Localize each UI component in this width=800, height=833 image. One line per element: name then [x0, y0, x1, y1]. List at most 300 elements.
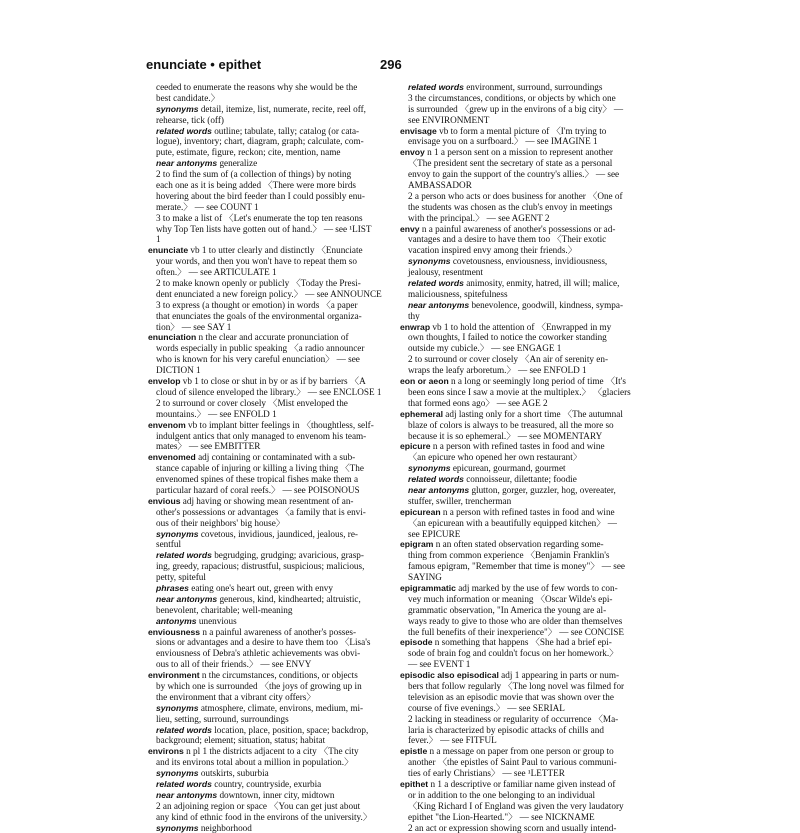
- line-text: ways ready to give to those who are older than themselves: [408, 615, 623, 626]
- line-text: merate.〉 — see COUNT 1: [156, 201, 259, 212]
- line-text: — see EVENT 1: [408, 659, 471, 670]
- entry-line: [400, 637, 634, 648]
- headword: enviousness: [148, 626, 201, 637]
- section-label: near antonyms: [156, 158, 218, 169]
- headword: envisage: [400, 125, 437, 136]
- text-line: [148, 104, 382, 115]
- text-line: [400, 169, 634, 180]
- line-text: particular hazard of coral reefs.〉 — see POISONOUS: [156, 484, 360, 495]
- section-label: near antonyms: [408, 484, 470, 495]
- line-text: n 1 a descriptive or familiar name given instead of: [428, 779, 616, 789]
- text-line: [148, 180, 382, 191]
- section-label: related words: [156, 779, 212, 789]
- text-line: [148, 191, 382, 202]
- text-line: [148, 158, 382, 169]
- entry-line: [400, 441, 634, 452]
- text-line: [400, 463, 634, 474]
- section-label: antonyms: [156, 615, 197, 626]
- line-text: 2 to make known openly or publicly 〈Today the Presi-: [156, 278, 361, 289]
- headword: envoy: [400, 147, 425, 158]
- line-text: 1: [156, 234, 161, 245]
- text-line: [148, 616, 382, 627]
- section-label: synonyms: [156, 822, 199, 833]
- line-text: petty, spiteful: [156, 572, 206, 583]
- line-text: other's possessions or advantages 〈a family that is envi-: [156, 506, 366, 517]
- text-line: [148, 126, 382, 137]
- text-line: [400, 823, 634, 833]
- text-line: [400, 594, 634, 605]
- line-text: another 〈the epistles of Saint Paul to various communi-: [408, 757, 617, 768]
- line-text: n pl 1 the districts adjacent to a city 〈The city: [183, 746, 359, 757]
- line-text: benevolence, goodwill, kindness, sympa-: [469, 299, 623, 310]
- text-line: [148, 474, 382, 485]
- headword: envious: [148, 495, 181, 506]
- text-line: [148, 594, 382, 605]
- text-line: [400, 387, 634, 398]
- text-line: [400, 245, 634, 256]
- text-line: [400, 278, 634, 289]
- text-line: [400, 714, 634, 725]
- text-line: [400, 659, 634, 670]
- line-text: wraps the leafy arboretum.〉 — see ENFOLD 1: [408, 365, 587, 376]
- text-line: [148, 115, 382, 126]
- text-line: [148, 93, 382, 104]
- text-line: [148, 659, 382, 670]
- line-text: vb 1 to close or shut in by or as if by barriers 〈A: [180, 376, 366, 387]
- line-text: the environment that a vibrant city offers〉: [156, 691, 316, 702]
- line-text: generalize: [217, 158, 258, 169]
- text-line: [400, 768, 634, 779]
- line-text: cloud of silence enveloped the library.〉 — see ENCLOSE 1: [156, 386, 382, 397]
- text-line: [400, 757, 634, 768]
- text-line: [148, 82, 382, 93]
- line-text: benevolent, charitable; well-meaning: [156, 604, 293, 615]
- line-text: blaze of colors is always to be treasured, all the more so: [408, 419, 614, 430]
- line-text: and its environs total about a million in population.〉: [156, 757, 354, 768]
- text-line: [148, 343, 382, 354]
- text-line: [148, 398, 382, 409]
- text-line: [148, 757, 382, 768]
- line-text: n a painful awareness of another's possessions or ad-: [419, 223, 616, 234]
- entry-line: [148, 496, 382, 507]
- line-text: n a person with refined tastes in food and wine: [440, 506, 615, 517]
- line-text: that enunciates the goals of the environmental organiza-: [156, 310, 362, 321]
- section-label: synonyms: [408, 463, 451, 474]
- text-line: [148, 637, 382, 648]
- text-line: [400, 790, 634, 801]
- line-text: ous of their neighbors' big house〉: [156, 517, 285, 528]
- line-text: with the principal.〉 — see AGENT 2: [408, 212, 550, 223]
- headword: envelop: [148, 376, 181, 387]
- entry-line: [148, 245, 382, 256]
- text-line: [148, 529, 382, 540]
- headword: epithet: [400, 779, 429, 789]
- text-line: [400, 725, 634, 736]
- line-text: n 1 a person sent on a mission to represent another: [424, 147, 613, 158]
- line-text: lieu, setting, surround, surroundings: [156, 713, 289, 724]
- headword: environs: [148, 746, 184, 757]
- text-line: [400, 703, 634, 714]
- entry-line: [400, 583, 634, 594]
- section-label: related words: [156, 724, 212, 735]
- entry-line: [148, 627, 382, 638]
- line-text: n a message on paper from one person or group to: [427, 746, 614, 757]
- line-text: ceeded to enumerate the reasons why she would be the: [156, 82, 358, 92]
- entry-line: [400, 376, 634, 387]
- entry-line: [400, 224, 634, 235]
- text-line: [400, 332, 634, 343]
- line-text: tion〉 — see SAY 1: [156, 321, 232, 332]
- line-text: best candidate.〉: [156, 92, 220, 103]
- running-head: enunciate • epithet: [146, 57, 262, 72]
- line-text: adj having or showing mean resentment of an-: [180, 495, 354, 506]
- text-line: [148, 703, 382, 714]
- entry-line: [400, 147, 634, 158]
- entry-line: [400, 746, 634, 757]
- text-line: [400, 420, 634, 431]
- line-text: that formed eons ago〉 — see AGE 2: [408, 397, 548, 408]
- text-line: [148, 550, 382, 561]
- text-line: [148, 648, 382, 659]
- line-text: stance capable of injuring or killing a living thing 〈The: [156, 463, 364, 474]
- text-line: [400, 311, 634, 322]
- section-label: near antonyms: [156, 593, 218, 604]
- line-text: 3 the circumstances, conditions, or objects by which one: [408, 92, 616, 103]
- text-line: [148, 507, 382, 518]
- line-text: envenomed spines of these tropical fishes make them a: [156, 474, 359, 485]
- text-line: [400, 289, 634, 300]
- line-text: any kind of ethnic food in the environs of the university.〉: [156, 811, 373, 822]
- headword: ephemeral: [400, 408, 443, 419]
- entry-line: [400, 507, 634, 518]
- line-text: the students was chosen as the club's envoy in meetings: [408, 201, 613, 212]
- line-text: DICTION 1: [156, 365, 201, 376]
- entry-line: [400, 409, 634, 420]
- text-line: [400, 234, 634, 245]
- headword: epigram: [400, 539, 434, 550]
- text-line: [148, 518, 382, 529]
- text-line: [148, 823, 382, 833]
- section-label: related words: [408, 278, 464, 289]
- line-text: fever.〉 — see FITFUL: [408, 735, 497, 746]
- line-text: hovering about the bird feeder than I could possibly enu-: [156, 190, 365, 201]
- line-text: unenvious: [196, 615, 237, 626]
- line-text: 3 to express (a thought or emotion) in words 〈a paper: [156, 299, 358, 310]
- text-line: [148, 441, 382, 452]
- line-text: sentful: [156, 539, 182, 550]
- text-line: [400, 518, 634, 529]
- line-text: see EPICURE: [408, 528, 461, 539]
- section-label: near antonyms: [156, 789, 218, 800]
- line-text: who is known for his very careful enunciation〉 — see: [156, 354, 360, 365]
- line-text: detail, itemize, list, numerate, recite, reel off,: [198, 103, 366, 114]
- text-line: [400, 180, 634, 191]
- text-line: [400, 93, 634, 104]
- text-line: [148, 485, 382, 496]
- line-text: mountains.〉 — see ENFOLD 1: [156, 408, 277, 419]
- entry-line: [400, 126, 634, 137]
- line-text: ous to all of their friends.〉 — see ENVY: [156, 659, 312, 670]
- entry-line: [400, 539, 634, 550]
- line-text: pute, estimate, figure, reckon; cite, mention, name: [156, 147, 341, 158]
- section-label: synonyms: [156, 768, 199, 779]
- right-column: [400, 82, 634, 833]
- line-text: downtown, inner city, midtown: [217, 789, 335, 800]
- line-text: 〈The president sent the secretary of state as a personal: [408, 158, 613, 169]
- text-line: [148, 256, 382, 267]
- line-text: SAYING: [408, 572, 442, 583]
- text-line: [400, 365, 634, 376]
- line-text: 〈an epicurean with a beautifully equipped kitchen〉 —: [408, 517, 617, 528]
- text-line: [400, 300, 634, 311]
- headword: eon or aeon: [400, 376, 449, 387]
- text-line: [148, 224, 382, 235]
- line-text: 2 to find the sum of (a collection of things) by noting: [156, 169, 352, 180]
- line-text: 2 a person who acts or does business for another 〈One of: [408, 190, 623, 201]
- line-text: by which one is surrounded 〈the joys of growing up in: [156, 680, 362, 691]
- text-line: [400, 267, 634, 278]
- line-text: generous, kind, kindhearted; altruistic,: [217, 593, 361, 604]
- text-line: [148, 768, 382, 779]
- text-line: [148, 812, 382, 823]
- text-line: [148, 234, 382, 245]
- text-line: [400, 115, 634, 126]
- text-line: [400, 681, 634, 692]
- text-line: [400, 158, 634, 169]
- line-text: bers that follow regularly 〈The long novel was filmed for: [408, 680, 625, 691]
- section-label: synonyms: [156, 702, 199, 713]
- headword: epicure: [400, 441, 431, 452]
- text-line: [148, 735, 382, 746]
- line-text: dent enunciated a new foreign policy.〉 — see ANNOUNCE: [156, 288, 382, 299]
- line-text: famous epigram, "Remember that time is money"〉 — see: [408, 561, 625, 572]
- text-line: [400, 191, 634, 202]
- section-label: synonyms: [156, 103, 199, 114]
- text-line: [400, 561, 634, 572]
- line-text: 2 to surround or cover closely 〈An air of serenity en-: [408, 354, 609, 365]
- text-line: [400, 627, 634, 638]
- line-text: the full benefits of their inexperience"〉 — see CONCISE: [408, 626, 625, 637]
- text-line: [400, 343, 634, 354]
- line-text: background; element; situation, status; habitat: [156, 735, 326, 746]
- line-text: envisage you on a surfboard.〉 — see IMAGINE 1: [408, 136, 598, 147]
- text-line: [400, 735, 634, 746]
- page-number: 296: [380, 57, 402, 72]
- line-text: begrudging, grudging; avaricious, grasp-: [211, 550, 364, 561]
- line-text: see ENVIRONMENT: [408, 114, 490, 125]
- text-line: [400, 605, 634, 616]
- section-label: near antonyms: [408, 299, 470, 310]
- line-text: vey much information or meaning 〈Oscar Wilde's epi-: [408, 593, 613, 604]
- line-text: or in addition to the one belonging to an individual: [408, 789, 596, 800]
- line-text: 2 an adjoining region or space 〈You can get just about: [156, 800, 361, 811]
- section-label: synonyms: [408, 256, 451, 267]
- text-line: [148, 169, 382, 180]
- text-line: [148, 714, 382, 725]
- entry-line: [148, 332, 382, 343]
- text-line: [148, 300, 382, 311]
- text-line: [148, 311, 382, 322]
- headword: epigrammatic: [400, 582, 456, 593]
- headword: epicurean: [400, 506, 441, 517]
- line-text: eating one's heart out, green with envy: [188, 582, 333, 593]
- line-text: epicurean, gourmand, gourmet: [450, 463, 566, 474]
- section-label: related words: [156, 125, 212, 136]
- text-line: [148, 725, 382, 736]
- headword: episode: [400, 637, 433, 648]
- line-text: 2 an act or expression showing scorn and usually intend-: [408, 822, 617, 833]
- line-text: n something that happens 〈She had a brief epi-: [432, 637, 612, 648]
- text-line: [148, 539, 382, 550]
- line-text: outside my cubicle.〉 — see ENGAGE 1: [408, 343, 562, 354]
- line-text: connoisseur, dilettante; foodie: [463, 474, 577, 485]
- line-text: sions or advantages and a desire to have them too 〈Lisa's: [156, 637, 371, 648]
- text-line: [148, 147, 382, 158]
- line-text: adj 1 appearing in parts or num-: [498, 670, 620, 681]
- line-text: n the circumstances, conditions, or objects: [199, 670, 358, 681]
- line-text: n a painful awareness of another's posses-: [200, 626, 357, 637]
- line-text: indulgent antics that only managed to envenom his team-: [156, 430, 367, 441]
- text-line: [148, 409, 382, 420]
- line-text: is surrounded 〈grew up in the environs of a big city〉 —: [408, 103, 624, 114]
- line-text: neighborhood: [198, 822, 252, 833]
- left-column: [148, 82, 382, 833]
- line-text: atmosphere, climate, environs, medium, mi-: [198, 702, 364, 713]
- text-line: [148, 779, 382, 790]
- text-line: [148, 463, 382, 474]
- text-line: [400, 474, 634, 485]
- text-line: [148, 387, 382, 398]
- text-line: [400, 256, 634, 267]
- line-text: AMBASSADOR: [408, 180, 472, 191]
- text-line: [400, 648, 634, 659]
- headword: envenomed: [148, 452, 196, 463]
- text-line: [400, 572, 634, 583]
- section-label: phrases: [156, 582, 189, 593]
- text-line: [400, 692, 634, 703]
- line-text: vb to form a mental picture of 〈I'm trying to: [436, 125, 607, 136]
- line-text: jealousy, resentment: [408, 267, 483, 278]
- entry-line: [148, 420, 382, 431]
- line-text: mates〉 — see EMBITTER: [156, 441, 261, 452]
- text-line: [400, 616, 634, 627]
- line-text: own thoughts, I failed to notice the coworker standing: [408, 332, 607, 343]
- entry-line: [400, 670, 634, 681]
- line-text: vb 1 to hold the attention of 〈Enwrapped in my: [430, 321, 612, 332]
- entry-line: [148, 670, 382, 681]
- line-text: outskirts, suburbia: [198, 768, 269, 779]
- entry-line: [148, 746, 382, 757]
- line-text: adj marked by the use of few words to con-: [455, 582, 618, 593]
- text-line: [400, 452, 634, 463]
- line-text: adj containing or contaminated with a sub-: [195, 452, 356, 463]
- line-text: been eons since I saw a movie at the multiplex.〉 〈glaciers: [408, 386, 631, 397]
- line-text: vb 1 to utter clearly and distinctly 〈Enunciate: [188, 245, 363, 256]
- line-text: covetousness, enviousness, invidiousness,: [450, 256, 608, 267]
- text-line: [400, 213, 634, 224]
- line-text: 〈an epicure who opened her own restaurant〉: [408, 452, 582, 463]
- line-text: logue), inventory; chart, diagram, graph; calculate, com-: [156, 136, 364, 147]
- line-text: adj lasting only for a short time 〈The autumnal: [443, 408, 623, 419]
- text-line: [148, 801, 382, 812]
- section-label: synonyms: [156, 528, 199, 539]
- section-label: related words: [408, 82, 464, 92]
- text-line: [400, 812, 634, 823]
- line-text: n a long or seemingly long period of time 〈It's: [448, 376, 626, 387]
- line-text: environment, surround, surroundings: [463, 82, 603, 92]
- line-text: rehearse, tick (off): [156, 114, 224, 125]
- headword: enwrap: [400, 321, 431, 332]
- text-line: [148, 572, 382, 583]
- entry-line: [400, 779, 634, 790]
- text-line: [400, 136, 634, 147]
- text-line: [148, 583, 382, 594]
- line-text: enviousness of Debra's athletic achievements was obvi-: [156, 648, 361, 659]
- line-text: maliciousness, spitefulness: [408, 288, 508, 299]
- line-text: your words, and then you won't have to repeat them so: [156, 256, 357, 267]
- line-text: epithet "the Lion-Hearted."〉 — see NICKNAME: [408, 811, 595, 822]
- text-line: [148, 136, 382, 147]
- text-line: [400, 550, 634, 561]
- line-text: thy: [408, 310, 420, 321]
- headword: enunciate: [148, 245, 189, 256]
- text-line: [148, 267, 382, 278]
- text-line: [148, 431, 382, 442]
- text-line: [400, 431, 634, 442]
- section-label: related words: [156, 550, 212, 561]
- text-line: [400, 104, 634, 115]
- line-text: sode of brain fog and couldn't focus on her homework.〉: [408, 648, 619, 659]
- text-line: [148, 561, 382, 572]
- line-text: because it is so ephemeral.〉 — see MOMENTARY: [408, 430, 603, 441]
- text-line: [400, 354, 634, 365]
- text-line: [400, 485, 634, 496]
- line-text: each one as it is being added 〈There were more birds: [156, 180, 357, 191]
- line-text: vb to implant bitter feelings in 〈thoughtless, self-: [185, 419, 374, 430]
- line-text: grammatic observation, "In America the young are al-: [408, 604, 607, 615]
- line-text: location, place, position, space; backdrop,: [211, 724, 369, 735]
- line-text: 2 to surround or cover closely 〈Mist enveloped the: [156, 397, 348, 408]
- line-text: why Top Ten lists have gotten out of hand.〉 — see ¹LIST: [156, 223, 372, 234]
- line-text: country, countryside, exurbia: [211, 779, 322, 789]
- line-text: ties of early Christians〉 — see ¹LETTER: [408, 768, 565, 779]
- headword: episodic also episodical: [400, 670, 499, 681]
- line-text: animosity, enmity, hatred, ill will; malice,: [463, 278, 620, 289]
- text-line: [148, 790, 382, 801]
- line-text: n the clear and accurate pronunciation of: [196, 332, 349, 343]
- text-line: [148, 202, 382, 213]
- text-line: [400, 202, 634, 213]
- line-text: ing, greedy, rapacious; distrustful, suspicious; malicious,: [156, 561, 365, 572]
- headword: envy: [400, 223, 420, 234]
- text-line: [400, 496, 634, 507]
- line-text: television as an episodic movie that was shown over the: [408, 691, 614, 702]
- line-text: envoy to gain the support of the country's allies.〉 — see: [408, 169, 620, 180]
- page-header: [146, 57, 646, 75]
- text-line: [400, 529, 634, 540]
- headword: environment: [148, 670, 200, 681]
- text-line: [400, 82, 634, 93]
- headword: epistle: [400, 746, 428, 757]
- line-text: thing from common experience 〈Benjamin Franklin's: [408, 550, 610, 561]
- line-text: stuffer, swiller, trencherman: [408, 495, 512, 506]
- text-line: [148, 322, 382, 333]
- text-line: [148, 354, 382, 365]
- line-text: covetous, invidious, jaundiced, jealous, re-: [198, 528, 358, 539]
- line-text: n an often stated observation regarding some-: [433, 539, 604, 550]
- line-text: 〈King Richard I of England was given the very laudatory: [408, 800, 624, 811]
- text-line: [148, 681, 382, 692]
